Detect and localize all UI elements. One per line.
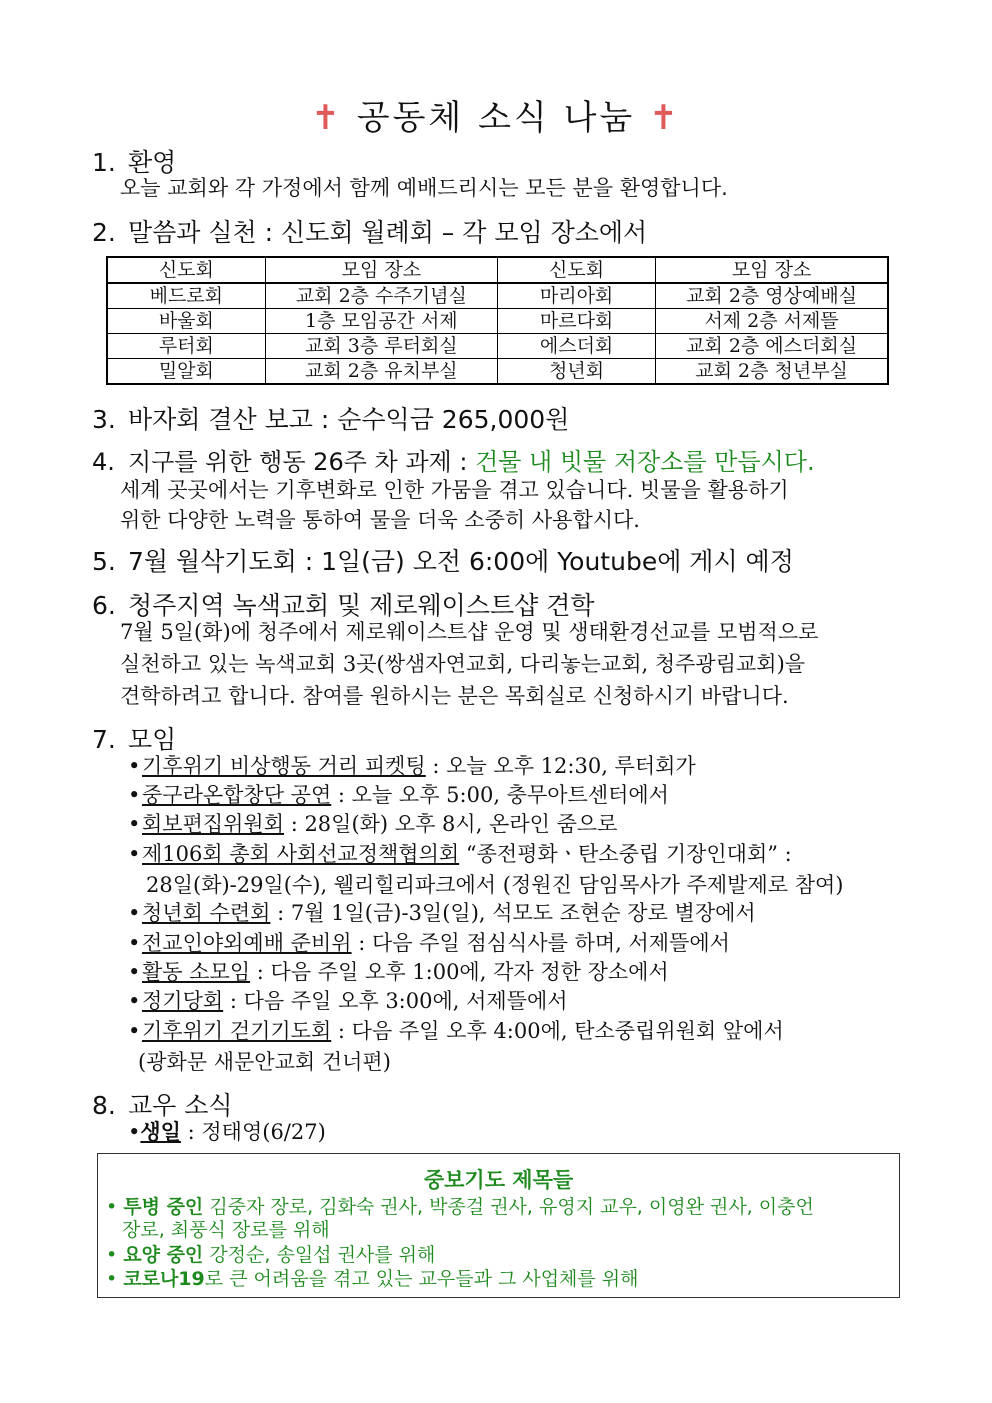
prayer-title: 중보기도 제목들	[423, 1168, 574, 1192]
table-cell: 루터회	[107, 334, 265, 359]
bullet-icon: •	[106, 1196, 124, 1218]
bullet-icon: •	[128, 783, 141, 807]
section-8-heading: 8. 교우 소식	[92, 1091, 233, 1120]
page-title-text: 공동체 소식 나눔	[356, 98, 636, 138]
meeting-item-continuation: (광화문 새문안교회 건너편)	[138, 1050, 391, 1074]
table-cell: 교회 2층 수주기념실	[265, 283, 497, 309]
meeting-item: •청년회 수련회 : 7월 1일(금)-3일(일), 석모도 조현순 장로 별장에서	[128, 899, 908, 928]
section-7-heading: 7. 모임	[92, 725, 177, 754]
table-cell: 교회 3층 루터회실	[265, 334, 497, 359]
table-cell: 교회 2층 에스더회실	[656, 334, 888, 359]
bullet-icon: •	[128, 960, 141, 984]
bullet-icon: •	[128, 989, 141, 1013]
section-3-heading: 3. 바자회 결산 보고 : 순수익금 265,000원	[92, 405, 570, 434]
meeting-item: •제106회 총회 사회선교정책협의회 “종전평화ㆍ탄소중립 기장인대회” :	[128, 840, 908, 869]
section-4-body-line: 위한 다양한 노력을 통하여 물을 더욱 소중히 사용합시다.	[120, 508, 640, 532]
prayer-item: • 투병 중인 김중자 장로, 김화숙 권사, 박종걸 권사, 유영지 교우, 이영완 권사, 이충언	[106, 1196, 814, 1218]
table-cell: 청년회	[497, 359, 655, 385]
bullet-icon: •	[128, 1120, 141, 1144]
table-row	[107, 334, 888, 359]
table-header-row	[107, 257, 888, 283]
meeting-item: •회보편집위원회 : 28일(화) 오후 8시, 온라인 줌으로	[128, 810, 908, 839]
section-1-body: 오늘 교회와 각 가정에서 함께 예배드리시는 모든 분을 환영합니다.	[120, 176, 728, 200]
meeting-item-continuation: 28일(화)-29일(수), 웰리힐리파크에서 (정원진 담임목사가 주제발제로 참여)	[146, 873, 844, 897]
table-cell: 1층 모임공간 서제	[265, 309, 497, 334]
bullet-icon: •	[106, 1268, 124, 1290]
section-6-body-line: 실천하고 있는 녹색교회 3곳(쌍샘자연교회, 다리놓는교회, 청주광림교회)을	[120, 652, 806, 676]
table-row	[107, 283, 888, 309]
bullet-icon: •	[128, 931, 141, 955]
section-4-heading: 4. 지구를 위한 행동 26주 차 과제 : 건물 내 빗물 저장소를 만듭시다.	[92, 448, 815, 476]
cross-left-icon: ✝	[311, 98, 343, 138]
meeting-item: •기후위기 비상행동 거리 피켓팅 : 오늘 오후 12:30, 루터회가	[128, 752, 908, 781]
table-cell: 교회 2층 유치부실	[265, 359, 497, 385]
page-title	[0, 90, 992, 139]
table-cell: 에스더회	[497, 334, 655, 359]
table-cell: 마르다회	[497, 309, 655, 334]
table-header-cell: 신도회	[497, 257, 655, 283]
table-header-cell: 모임 장소	[265, 257, 497, 283]
bullet-icon: •	[128, 1019, 141, 1043]
prayer-box	[97, 1153, 900, 1298]
bullet-icon: •	[128, 754, 141, 778]
table-row	[107, 309, 888, 334]
table-header-cell: 모임 장소	[656, 257, 888, 283]
bullet-icon: •	[128, 842, 141, 866]
meeting-item: •기후위기 걷기기도회 : 다음 주일 오후 4:00에, 탄소중립위원회 앞에서	[128, 1017, 908, 1046]
meeting-item: •중구라온합창단 공연 : 오늘 오후 5:00, 충무아트센터에서	[128, 781, 908, 810]
section-6-heading: 6. 청주지역 녹색교회 및 제로웨이스트샵 견학	[92, 591, 595, 620]
section-2-heading: 2. 말씀과 실천 : 신도회 월례회 – 각 모임 장소에서	[92, 218, 648, 247]
meeting-item: •정기당회 : 다음 주일 오후 3:00에, 서제뜰에서	[128, 987, 908, 1016]
prayer-item: • 요양 중인 강정순, 송일섭 권사를 위해	[106, 1244, 436, 1266]
weekly-task: 건물 내 빗물 저장소를 만듭시다.	[475, 448, 815, 476]
table-cell: 서제 2층 서제뜰	[656, 309, 888, 334]
table-cell: 마리아회	[497, 283, 655, 309]
bullet-icon: •	[128, 901, 141, 925]
table-cell: 교회 2층 영상예배실	[656, 283, 888, 309]
meeting-item: •전교인야외예배 준비위 : 다음 주일 점심식사를 하며, 서제뜰에서	[128, 929, 908, 958]
prayer-item-continuation: 장로, 최풍식 장로를 위해	[122, 1219, 330, 1241]
bullet-icon: •	[128, 812, 141, 836]
table-cell: 밀알회	[107, 359, 265, 385]
table-cell: 교회 2층 청년부실	[656, 359, 888, 385]
bullet-icon: •	[106, 1244, 124, 1266]
section-1-heading: 1. 환영	[92, 148, 177, 177]
cross-right-icon: ✝	[649, 98, 681, 138]
birthday-item: •생일 : 정태영(6/27)	[128, 1120, 326, 1144]
table-cell: 바울회	[107, 309, 265, 334]
section-6-body-line: 견학하려고 합니다. 참여를 원하시는 분은 목회실로 신청하시기 바랍니다.	[120, 684, 789, 708]
meeting-item: •활동 소모임 : 다음 주일 오후 1:00에, 각자 정한 장소에서	[128, 958, 908, 987]
table-row	[107, 359, 888, 385]
section-5-heading: 5. 7월 월삭기도회 : 1일(금) 오전 6:00에 Youtube에 게시 예정	[92, 547, 794, 576]
section-4-body-line: 세계 곳곳에서는 기후변화로 인한 가뭄을 겪고 있습니다. 빗물을 활용하기	[120, 478, 789, 502]
fellowship-table	[106, 256, 889, 385]
prayer-item: • 코로나19로 큰 어려움을 겪고 있는 교우들과 그 사업체를 위해	[106, 1268, 639, 1290]
table-cell: 베드로회	[107, 283, 265, 309]
table-header-cell: 신도회	[107, 257, 265, 283]
section-6-body-line: 7월 5일(화)에 청주에서 제로웨이스트샵 운영 및 생태환경선교를 모범적으로	[120, 620, 819, 644]
